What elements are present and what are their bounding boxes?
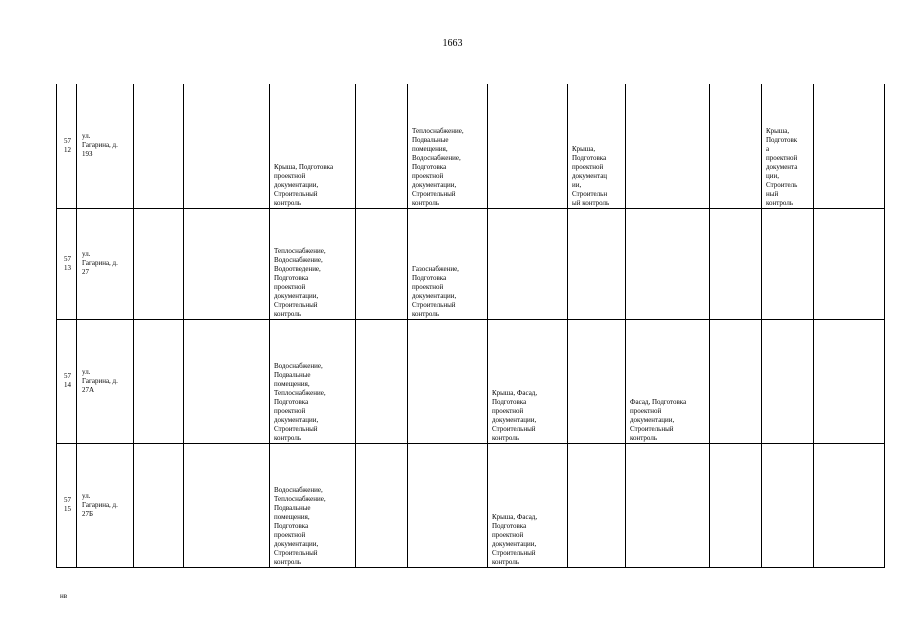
work-list: Газоснабжение, Подготовка проектной документации, Строительный контроль bbox=[412, 264, 459, 318]
address-cell bbox=[77, 319, 134, 443]
table-cell bbox=[134, 208, 184, 319]
table-cell bbox=[270, 443, 356, 567]
address: ул. Гагарина, д. 27Б bbox=[82, 491, 118, 518]
table-cell bbox=[814, 208, 885, 319]
work-list: Теплоснабжение, Подвальные помещения, Водоснабжение, Подготовка проектной документации, Строительный контроль bbox=[412, 126, 464, 207]
table-cell bbox=[568, 84, 626, 208]
table-cell bbox=[488, 84, 568, 208]
row-number: 57 13 bbox=[64, 254, 71, 272]
work-list: Крыша, Подготовк а проектной документа ции, Строитель ный контроль bbox=[766, 126, 798, 207]
table-cell bbox=[710, 319, 762, 443]
address: ул. Гагарина, д. 19З bbox=[82, 132, 118, 159]
table-cell bbox=[710, 208, 762, 319]
address-cell bbox=[77, 208, 134, 319]
table-cell bbox=[626, 443, 710, 567]
row-number: 57 12 bbox=[64, 136, 71, 154]
table-cell bbox=[408, 84, 488, 208]
row-number-cell bbox=[57, 208, 77, 319]
row-number: 57 14 bbox=[64, 372, 71, 389]
table-row bbox=[57, 208, 885, 319]
address-cell bbox=[77, 443, 134, 567]
work-list: Крыша, Фасад, Подготовка проектной документации, Строительный контроль bbox=[492, 512, 538, 566]
address: ул. Гагарина, д. 27 bbox=[82, 250, 118, 276]
table-cell bbox=[626, 319, 710, 443]
table-row bbox=[57, 84, 885, 208]
table-cell bbox=[710, 443, 762, 567]
table-cell bbox=[356, 208, 408, 319]
row-number-cell bbox=[57, 319, 77, 443]
table-cell bbox=[408, 319, 488, 443]
table-cell bbox=[184, 84, 270, 208]
table-cell bbox=[270, 319, 356, 443]
table-cell bbox=[568, 443, 626, 567]
table-cell bbox=[814, 84, 885, 208]
table-cell bbox=[762, 443, 814, 567]
table-row bbox=[57, 443, 885, 567]
table-cell bbox=[568, 208, 626, 319]
work-list: Водоснабжение, Подвальные помещения, Теплоснабжение, Подготовка проектной документации, Строительный контроль bbox=[274, 361, 326, 442]
table-cell bbox=[762, 319, 814, 443]
row-number-cell bbox=[57, 443, 77, 567]
work-list: Водоснабжение, Теплоснабжение, Подвальные помещения, Подготовка проектной документации, Строительный контроль bbox=[274, 485, 326, 566]
table-cell bbox=[814, 319, 885, 443]
table-cell bbox=[568, 319, 626, 443]
table-cell bbox=[408, 443, 488, 567]
table-cell bbox=[356, 319, 408, 443]
table-cell bbox=[356, 84, 408, 208]
table-cell bbox=[710, 84, 762, 208]
table-cell bbox=[626, 208, 710, 319]
table-cell bbox=[134, 319, 184, 443]
table-cell bbox=[184, 319, 270, 443]
table-cell bbox=[184, 208, 270, 319]
table-cell bbox=[488, 319, 568, 443]
work-list: Фасад, Подготовка проектной документации, Строительный контроль bbox=[630, 397, 687, 442]
table-cell bbox=[762, 208, 814, 319]
table-cell bbox=[356, 443, 408, 567]
row-number: 57 15 bbox=[64, 496, 71, 513]
table-cell bbox=[408, 208, 488, 319]
table-cell bbox=[270, 208, 356, 319]
table-cell bbox=[626, 84, 710, 208]
work-list: Теплоснабжение, Водоснабжение, Водоотведение, Подготовка проектной документации, Строительный контроль bbox=[274, 246, 326, 318]
row-number-cell bbox=[57, 84, 77, 208]
table-cell bbox=[134, 443, 184, 567]
table-cell bbox=[488, 443, 568, 567]
table-cell bbox=[134, 84, 184, 208]
table-cell bbox=[488, 208, 568, 319]
address-cell bbox=[77, 84, 134, 208]
schedule-table bbox=[56, 84, 885, 568]
page-number: 1663 bbox=[442, 38, 463, 49]
footer-mark: нв bbox=[60, 592, 68, 600]
table-row bbox=[57, 319, 885, 443]
table-cell bbox=[814, 443, 885, 567]
table-cell bbox=[270, 84, 356, 208]
work-list: Крыша, Подготовка проектной документац ии, Строительн ый контроль bbox=[572, 144, 610, 207]
table-cell bbox=[762, 84, 814, 208]
address: ул. Гагарина, д. 27А bbox=[82, 367, 118, 394]
work-list: Крыша, Подготовка проектной документации, Строительный контроль bbox=[274, 162, 334, 207]
table-cell bbox=[184, 443, 270, 567]
work-list: Крыша, Фасад, Подготовка проектной документации, Строительный контроль bbox=[492, 388, 538, 442]
